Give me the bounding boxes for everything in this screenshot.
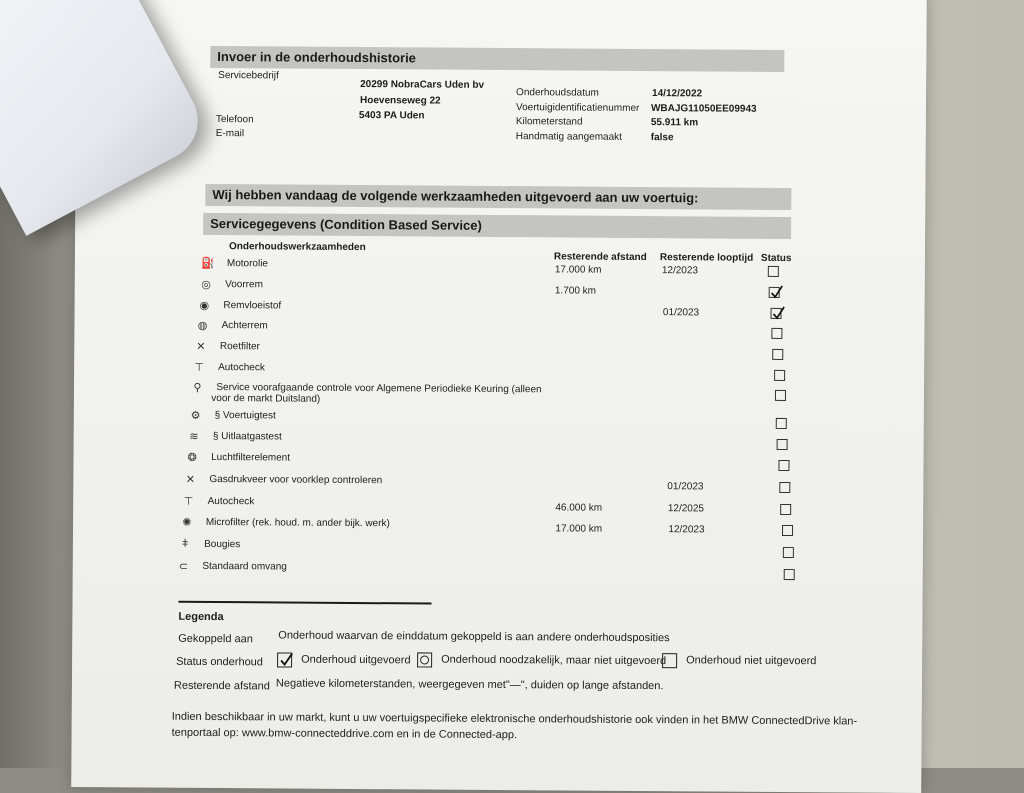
status-checkbox[interactable] — [777, 439, 788, 450]
status-checkbox[interactable] — [778, 460, 789, 471]
remaining-term: 01/2023 — [662, 307, 700, 319]
meta-value-date: 14/12/2022 — [652, 88, 703, 100]
status-checkbox[interactable] — [782, 525, 793, 536]
oil-can-icon: ⛽ — [200, 257, 215, 271]
status-checkbox[interactable] — [771, 328, 782, 339]
status-checkbox[interactable] — [775, 390, 786, 401]
column-header-task: Onderhoudswerkzaamheden — [228, 241, 366, 254]
task-label: Remvloeistof — [223, 300, 282, 312]
task-label: § Uitlaatgastest — [212, 431, 282, 443]
inspection-icon: ⚲ — [193, 381, 202, 394]
remaining-distance: 17.000 km — [555, 523, 603, 535]
remaining-distance: 46.000 km — [555, 502, 603, 514]
status-checkbox[interactable] — [783, 547, 794, 558]
remaining-distance: 1.700 km — [554, 285, 597, 297]
rear-brake-icon: ◍ — [197, 319, 208, 332]
company-name: 20299 NobraCars Uden bv — [360, 79, 485, 91]
section-header-work — [205, 184, 791, 210]
vehicle-test-icon: ⚙ — [190, 409, 201, 422]
status-checkbox[interactable] — [776, 418, 787, 429]
meta-value-km: 55.911 km — [650, 117, 699, 129]
lift-icon: ⊤ — [194, 361, 204, 374]
section-header-cbs — [203, 213, 791, 239]
status-checkbox[interactable] — [772, 349, 783, 360]
legend-item-required: Onderhoud noodzakelijk, maar niet uitgevoerd — [441, 653, 667, 668]
task-label: § Voertuigtest — [214, 410, 276, 422]
meta-value-vin: WBAJG11050EE09943 — [650, 103, 757, 115]
status-checkbox[interactable] — [780, 504, 791, 515]
task-label: Achterrem — [221, 320, 268, 332]
task-label: Voorrem — [225, 279, 263, 291]
task-label: Gasdrukveer voor voorklep controleren — [209, 473, 383, 487]
company-city: 5403 PA Uden — [358, 110, 425, 122]
legend-label-linked: Gekoppeld aan — [178, 632, 253, 646]
tools-icon: ✕ — [185, 473, 196, 486]
service-document — [71, 0, 927, 793]
history-title: Invoer in de onderhoudshistorie — [217, 49, 417, 66]
legend-item-not-done: Onderhoud niet uitgevoerd — [686, 654, 817, 668]
task-label: Standaard omvang — [202, 560, 287, 573]
status-checkbox-checked[interactable] — [770, 308, 781, 319]
status-checkbox[interactable] — [774, 370, 785, 381]
label-email: E-mail — [215, 128, 245, 140]
exhaust-test-icon: ≋ — [189, 430, 199, 443]
microfilter-icon: ✺ — [182, 516, 192, 529]
status-checkbox[interactable] — [768, 266, 779, 277]
meta-label-manual: Handmatig aangemaakt — [515, 131, 622, 143]
lift-icon: ⊤ — [183, 495, 194, 508]
legend-label-distance: Resterende afstand — [173, 679, 270, 693]
status-checkbox[interactable] — [784, 569, 795, 580]
remaining-term: 12/2023 — [668, 524, 705, 536]
remaining-term: 12/2025 — [667, 503, 705, 515]
task-label: Microfilter (rek. houd. m. ander bijk. werk) — [205, 516, 390, 530]
task-label: Autocheck — [207, 495, 255, 508]
column-header-term: Resterende looptijd — [659, 252, 754, 264]
legend-item-done: Onderhoud uitgevoerd — [301, 653, 411, 667]
checkmark-icon — [771, 306, 785, 320]
task-label: Bougies — [204, 538, 241, 551]
company-street: Hoevenseweg 22 — [359, 95, 441, 107]
footer-line-2: tenportaal op: www.bmw-connecteddrive.com en in de Connected-app. — [171, 726, 518, 742]
meta-label-vin: Voertuigidentificatienummer — [515, 102, 640, 114]
status-checkbox-checked[interactable] — [769, 287, 780, 298]
checkmark-icon — [770, 285, 784, 299]
task-label: Luchtfilterelement — [211, 451, 291, 464]
air-filter-icon: ❂ — [187, 451, 197, 464]
legend-check-done-icon — [277, 652, 292, 667]
remaining-distance: 17.000 km — [554, 264, 602, 276]
footer-line-1: Indien beschikbaar in uw markt, kunt u uw voertuigspecifieke elektronische onderhoudshistorie ook vinden in het BMW ConnectedDrive klan- — [171, 710, 858, 728]
legend-required-icon — [417, 652, 432, 667]
legend-text-linked: Onderhoud waarvan de einddatum gekoppeld is aan andere onderhoudsposities — [278, 629, 670, 645]
task-label: Motorolie — [226, 258, 269, 270]
legend-title: Legenda — [178, 610, 224, 624]
remaining-term: 01/2023 — [667, 481, 704, 493]
spark-plug-icon: ǂ — [181, 537, 189, 550]
car-icon: ⊂ — [178, 560, 189, 573]
remaining-term: 12/2023 — [661, 265, 699, 277]
meta-value-manual: false — [650, 132, 674, 144]
label-telefoon: Telefoon — [215, 114, 254, 126]
task-label: Service voorafgaande controle voor Algemene Periodieke Keuring (alleen — [216, 382, 542, 396]
column-header-status: Status — [760, 252, 792, 265]
task-label: Roetfilter — [219, 341, 260, 353]
label-servicebedrijf: Servicebedrijf — [218, 70, 279, 82]
legend-label-status: Status onderhoud — [176, 655, 263, 669]
work-title: Wij hebben vandaag de volgende werkzaamheden uitgevoerd aan uw voertuig: — [212, 186, 699, 206]
legend-text-distance: Negatieve kilometerstanden, weergegeven met"—", duiden op lange afstanden. — [275, 677, 664, 693]
status-checkbox[interactable] — [779, 482, 790, 493]
front-brake-icon: ◎ — [201, 278, 211, 291]
cbs-title: Servicegegevens (Condition Based Service) — [210, 215, 482, 233]
meta-label-date: Onderhoudsdatum — [516, 87, 599, 99]
section-header-history — [210, 46, 784, 72]
tools-icon: ✕ — [196, 340, 206, 353]
column-header-distance: Resterende afstand — [553, 251, 647, 264]
legend-rule — [179, 601, 432, 605]
task-label-continued: voor de markt Duitsland) — [211, 392, 321, 405]
legend-not-done-icon — [662, 653, 677, 668]
task-label: Autocheck — [218, 362, 265, 374]
meta-label-km: Kilometerstand — [515, 116, 583, 128]
brake-fluid-icon: ◉ — [199, 299, 210, 312]
